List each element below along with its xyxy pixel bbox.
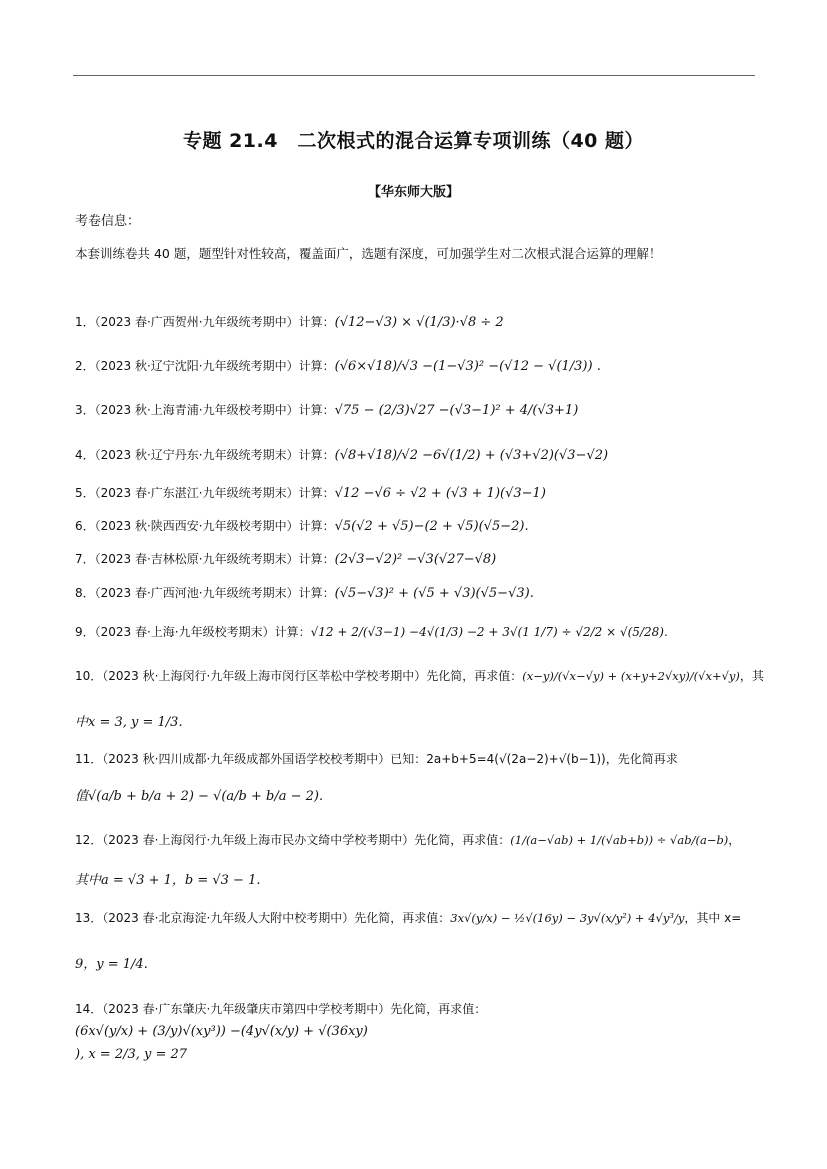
question-continuation: 9，y = 1/4.	[75, 957, 148, 972]
page-title: 专题 21.4 二次根式的混合运算专项训练（40 题）	[182, 130, 645, 152]
question-7	[75, 549, 755, 570]
question-expression: (2√3−√2)² −√3(√27−√8)	[334, 552, 497, 567]
question-expression: √12 −√6 ÷ √2 + (√3 + 1)(√3−1)	[334, 486, 546, 501]
question-source: 7．（2023 春·吉林松原·九年级统考期末）计算：	[75, 552, 335, 566]
question-source: 11．（2023 秋·四川成都·九年级成都外国语学校校考期中）已知：2a+b+5=4(√(2a−2)+√(b−1))，先化简再求	[75, 752, 678, 766]
question-source: 1．（2023 春·广西贺州·九年级统考期中）计算：	[75, 315, 335, 329]
question-12	[75, 830, 755, 850]
question-13-cont	[75, 954, 755, 975]
question-source: 14．（2023 春·广东肇庆·九年级肇庆市第四中学校考期中）先化简，再求值：	[75, 1002, 487, 1016]
question-tail: ，	[728, 833, 741, 847]
question-continuation: ), x = 2/3, y = 27	[75, 1047, 188, 1062]
question-11	[75, 749, 755, 769]
question-4	[75, 445, 755, 466]
question-source: 9．（2023 春·上海·九年级校考期末）计算：	[75, 625, 311, 639]
question-expression: (1/(a−√ab) + 1/(√ab+b)) ÷ √ab/(a−b)	[510, 833, 729, 847]
question-5	[75, 483, 755, 504]
question-9	[75, 622, 755, 642]
question-source: 13．（2023 春·北京海淀·九年级人大附中校考期中）先化简，再求值：	[75, 911, 451, 925]
question-2	[75, 356, 755, 377]
question-3	[75, 400, 755, 421]
info-description: 本套训练卷共 40 题，题型针对性较高，覆盖面广，选题有深度，可加强学生对二次根式混合运算的理解！	[75, 246, 662, 261]
question-expression: (x−y)/(√x−√y) + (x+y+2√xy)/(√x+√y)	[522, 669, 740, 683]
header-rule	[73, 75, 755, 76]
question-expression: (√6×√18)/√3 −(1−√3)² −(√12 − √(1/3)) .	[334, 359, 601, 374]
question-14-cont	[75, 1044, 755, 1065]
question-13	[75, 908, 755, 928]
question-tail: ，其	[739, 669, 764, 683]
question-source: 2．（2023 秋·辽宁沈阳·九年级统考期中）计算：	[75, 359, 335, 373]
question-10-cont	[75, 712, 755, 733]
question-expression: √12 + 2/(√3−1) −4√(1/3) −2 + 3√(1 1/7) ÷ √2/2 × √(5/28).	[310, 625, 668, 639]
question-expression: (6x√(y/x) + (3/y)√(xy³)) −(4y√(x/y) + √(36xy)	[75, 1024, 368, 1039]
question-source: 10．（2023 秋·上海闵行·九年级上海市闵行区莘松中学校考期中）先化简，再求值：	[75, 669, 523, 683]
question-6	[75, 516, 755, 537]
question-10	[75, 666, 764, 686]
question-continuation: 值√(a/b + b/a + 2) − √(a/b + b/a − 2).	[75, 789, 324, 804]
question-expression: 3x√(y/x) − ½√(16y) − 3y√(x/y²) + 4√y³/y	[450, 911, 685, 925]
question-14-expr	[75, 1021, 755, 1042]
question-8	[75, 583, 755, 604]
question-expression: (√8+√18)/√2 −6√(1/2) + (√3+√2)(√3−√2)	[334, 448, 609, 463]
question-source: 3．（2023 秋·上海青浦·九年级校考期中）计算：	[75, 403, 335, 417]
question-14	[75, 999, 755, 1019]
question-source: 4．（2023 秋·辽宁丹东·九年级统考期末）计算：	[75, 448, 335, 462]
edition-label: 【华东师大版】	[367, 185, 459, 200]
question-11-cont	[75, 786, 755, 807]
question-tail: ，其中 x=	[684, 911, 742, 925]
question-expression: (√12−√3) × √(1/3)·√8 ÷ 2	[334, 315, 504, 330]
question-expression: (√5−√3)² + (√5 + √3)(√5−√3).	[334, 586, 534, 601]
question-source: 5．（2023 春·广东湛江·九年级统考期末）计算：	[75, 486, 335, 500]
question-continuation: 其中a = √3 + 1，b = √3 − 1.	[75, 873, 261, 888]
info-label: 考卷信息：	[75, 214, 141, 229]
question-source: 8．（2023 春·广西河池·九年级统考期末）计算：	[75, 586, 335, 600]
question-expression: √5(√2 + √5)−(2 + √5)(√5−2).	[334, 519, 529, 534]
question-1	[75, 312, 755, 333]
question-source: 12．（2023 春·上海闵行·九年级上海市民办文绮中学校考期中）先化简，再求值：	[75, 833, 511, 847]
question-continuation: 中x = 3, y = 1/3.	[75, 715, 183, 730]
question-source: 6．（2023 秋·陕西西安·九年级校考期中）计算：	[75, 519, 335, 533]
question-expression: √75 − (2/3)√27 −(√3−1)² + 4/(√3+1)	[334, 403, 579, 418]
question-12-cont	[75, 870, 755, 891]
